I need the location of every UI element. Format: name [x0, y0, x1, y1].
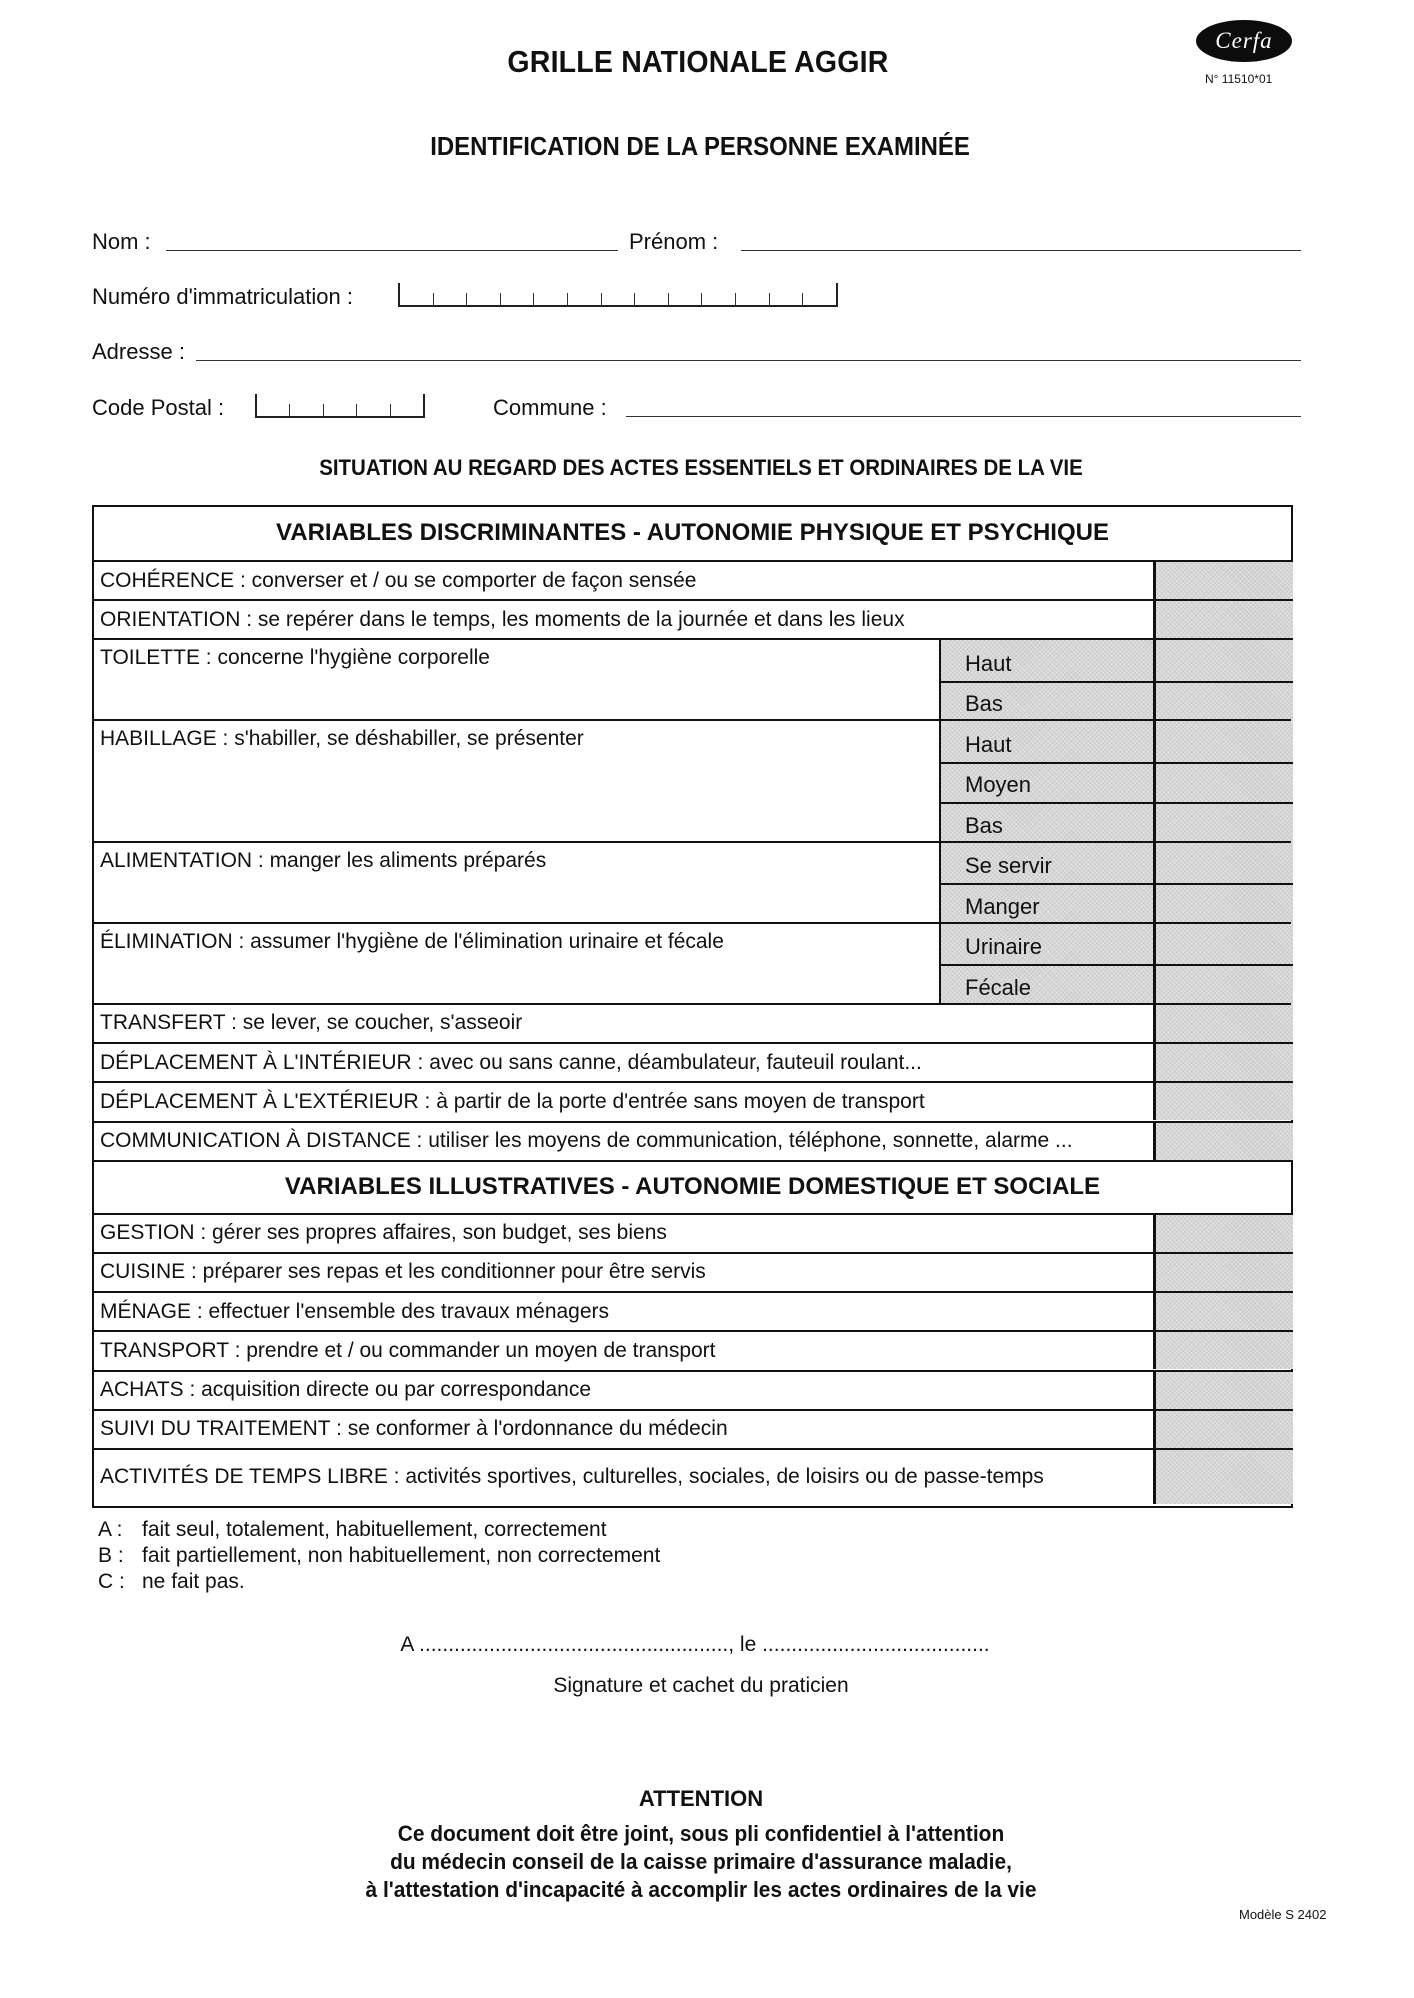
comb-box[interactable]: [501, 293, 535, 305]
prenom-label: Prénom :: [629, 229, 719, 254]
score-cell[interactable]: [1153, 762, 1293, 803]
score-cell[interactable]: [1153, 721, 1293, 762]
row-label: SUIVI DU TRAITEMENT : se conformer à l'ordonnance du médecin: [100, 1417, 728, 1441]
cerfa-logo: [1196, 20, 1292, 62]
row-label: DÉPLACEMENT À L'EXTÉRIEUR : à partir de la porte d'entrée sans moyen de transport: [100, 1089, 925, 1113]
commune-label: Commune :: [493, 395, 607, 420]
code-postal-label: Code Postal :: [92, 395, 225, 420]
attention-title: ATTENTION: [638, 1786, 764, 1811]
row-label: GESTION : gérer ses propres affaires, son budget, ses biens: [100, 1221, 667, 1245]
discriminante-row: [94, 599, 1291, 638]
attention-line: à l'attestation d'incapacité à accomplir les actes ordinaires de la vie: [365, 1877, 1037, 1902]
discriminantes-header: [94, 507, 1291, 560]
score-cell[interactable]: [1153, 1083, 1293, 1120]
row-label: ORIENTATION : se repérer dans le temps, les moments de la journée et dans les lieux: [100, 607, 905, 631]
immatriculation-label: Numéro d'immatriculation :: [92, 284, 353, 309]
illustrative-row: [94, 1330, 1291, 1369]
cerfa-logo-text: Cerfa: [1215, 28, 1273, 53]
nom-field[interactable]: [166, 250, 618, 251]
row-label: HABILLAGE : s'habiller, se déshabiller, se présenter: [100, 727, 584, 751]
attention-body: [29, 1820, 1372, 1904]
comb-box[interactable]: [770, 293, 804, 305]
form-number: N° 11510*01: [1205, 72, 1273, 86]
row-label: TRANSFERT : se lever, se coucher, s'asseoir: [100, 1011, 523, 1035]
comb-box[interactable]: [357, 404, 390, 416]
row-label: CUISINE : préparer ses repas et les conditionner pour être servis: [100, 1260, 706, 1284]
illustratives-header-title: VARIABLES ILLUSTRATIVES - AUTONOMIE DOMESTIQUE ET SOCIALE: [284, 1173, 1101, 1201]
nom-label: Nom :: [92, 229, 151, 254]
score-cell[interactable]: [1153, 562, 1293, 599]
score-cell[interactable]: [1153, 1044, 1293, 1081]
row-label: ALIMENTATION : manger les aliments préparés: [100, 848, 547, 872]
score-cell[interactable]: [1153, 1005, 1293, 1042]
situation-heading: SITUATION AU REGARD DES ACTES ESSENTIELS ET ORDINAIRES DE LA VIE: [319, 455, 1083, 480]
comb-box[interactable]: [467, 293, 501, 305]
discriminantes-header-title: VARIABLES DISCRIMINANTES - AUTONOMIE PHYSIQUE ET PSYCHIQUE: [276, 518, 1109, 546]
signature-caption: Signature et cachet du praticien: [553, 1674, 849, 1697]
score-cell[interactable]: [1153, 640, 1293, 681]
row-label: DÉPLACEMENT À L'INTÉRIEUR : avec ou sans canne, déambulateur, fauteuil roulant...: [100, 1050, 922, 1074]
sub-label: Manger: [939, 883, 1153, 924]
comb-box[interactable]: [635, 293, 669, 305]
sub-label: Haut: [939, 640, 1153, 681]
immatriculation-field[interactable]: [398, 283, 838, 307]
score-cell[interactable]: [1153, 1372, 1293, 1409]
score-cell[interactable]: [1153, 964, 1293, 1005]
legend-item-b: B : fait partiellement, non habituellement, non correctement: [98, 1544, 661, 1567]
legend-item-c: C : ne fait pas.: [98, 1570, 245, 1593]
sub-label: Bas: [939, 802, 1153, 843]
discriminante-row: [94, 560, 1291, 599]
row-label: MÉNAGE : effectuer l'ensemble des travaux ménagers: [100, 1299, 610, 1323]
discriminante-row: [94, 719, 1291, 841]
form-title: GRILLE NATIONALE AGGIR: [507, 44, 889, 79]
illustrative-row: [94, 1409, 1291, 1448]
comb-box[interactable]: [434, 293, 468, 305]
comb-box[interactable]: [602, 293, 636, 305]
score-cell[interactable]: [1153, 1450, 1293, 1504]
adresse-label: Adresse :: [92, 339, 185, 364]
sub-label: Se servir: [939, 843, 1153, 884]
score-cell[interactable]: [1153, 601, 1293, 638]
score-cell[interactable]: [1153, 843, 1293, 884]
form-subtitle: IDENTIFICATION DE LA PERSONNE EXAMINÉE: [430, 131, 970, 161]
aggir-grid: [92, 505, 1293, 1508]
score-cell[interactable]: [1153, 1254, 1293, 1291]
comb-box[interactable]: [803, 293, 836, 305]
row-label: TRANSPORT : prendre et / ou commander un moyen de transport: [100, 1338, 716, 1362]
comb-box[interactable]: [736, 293, 770, 305]
legend: [98, 1517, 660, 1595]
illustrative-row: [94, 1291, 1291, 1330]
place-date-field[interactable]: A ....................................................., le .......................................: [400, 1633, 990, 1656]
comb-box[interactable]: [400, 293, 434, 305]
discriminante-row: [94, 1003, 1291, 1042]
comb-box[interactable]: [568, 293, 602, 305]
illustrative-row: [94, 1370, 1291, 1409]
attention-line: Ce document doit être joint, sous pli confidentiel à l'attention: [397, 1821, 1005, 1846]
comb-box[interactable]: [290, 404, 323, 416]
comb-box[interactable]: [257, 404, 290, 416]
score-cell[interactable]: [1153, 924, 1293, 965]
score-cell[interactable]: [1153, 681, 1293, 722]
discriminante-row: [94, 1042, 1291, 1081]
sub-label: Urinaire: [939, 924, 1153, 965]
discriminante-row: [94, 1081, 1291, 1120]
illustrative-row: [94, 1252, 1291, 1291]
score-cell[interactable]: [1153, 1293, 1293, 1330]
discriminante-row: [94, 922, 1291, 1003]
row-label: ÉLIMINATION : assumer l'hygiène de l'élimination urinaire et fécale: [100, 929, 724, 953]
illustrative-row: [94, 1448, 1291, 1504]
score-cell[interactable]: [1153, 1123, 1293, 1160]
row-label: COMMUNICATION À DISTANCE : utiliser les moyens de communication, téléphone, sonnette, alarme ...: [100, 1129, 1073, 1153]
discriminante-row: [94, 638, 1291, 719]
code-postal-field[interactable]: [255, 394, 425, 418]
model-number: Modèle S 2402: [1239, 1907, 1327, 1922]
illustratives-header: [94, 1160, 1291, 1213]
sub-label: Fécale: [939, 964, 1153, 1005]
row-label: COHÉRENCE : converser et / ou se comporter de façon sensée: [100, 568, 697, 592]
sub-label: Bas: [939, 681, 1153, 722]
comb-box[interactable]: [324, 404, 357, 416]
illustrative-row: [94, 1213, 1291, 1252]
comb-box[interactable]: [391, 404, 423, 416]
prenom-field[interactable]: [741, 250, 1301, 251]
comb-box[interactable]: [702, 293, 736, 305]
score-cell[interactable]: [1153, 1215, 1293, 1252]
sub-label: Moyen: [939, 762, 1153, 803]
score-cell[interactable]: [1153, 1332, 1293, 1369]
row-label: ACHATS : acquisition directe ou par correspondance: [100, 1378, 592, 1402]
comb-box[interactable]: [534, 293, 568, 305]
score-cell[interactable]: [1153, 1411, 1293, 1448]
sub-label: Haut: [939, 721, 1153, 762]
legend-item-a: A : fait seul, totalement, habituellement, correctement: [98, 1518, 607, 1541]
adresse-field[interactable]: [196, 360, 1301, 361]
row-label: TOILETTE : concerne l'hygiène corporelle: [100, 646, 490, 670]
row-label: ACTIVITÉS DE TEMPS LIBRE : activités sportives, culturelles, sociales, de loisirs ou de passe-temps: [100, 1464, 1044, 1488]
score-cell[interactable]: [1153, 883, 1293, 924]
discriminante-row: [94, 1121, 1291, 1160]
score-cell[interactable]: [1153, 802, 1293, 843]
comb-box[interactable]: [669, 293, 703, 305]
attention-line: du médecin conseil de la caisse primaire d'assurance maladie,: [390, 1849, 1012, 1874]
commune-field[interactable]: [626, 416, 1301, 417]
discriminante-row: [94, 841, 1291, 922]
